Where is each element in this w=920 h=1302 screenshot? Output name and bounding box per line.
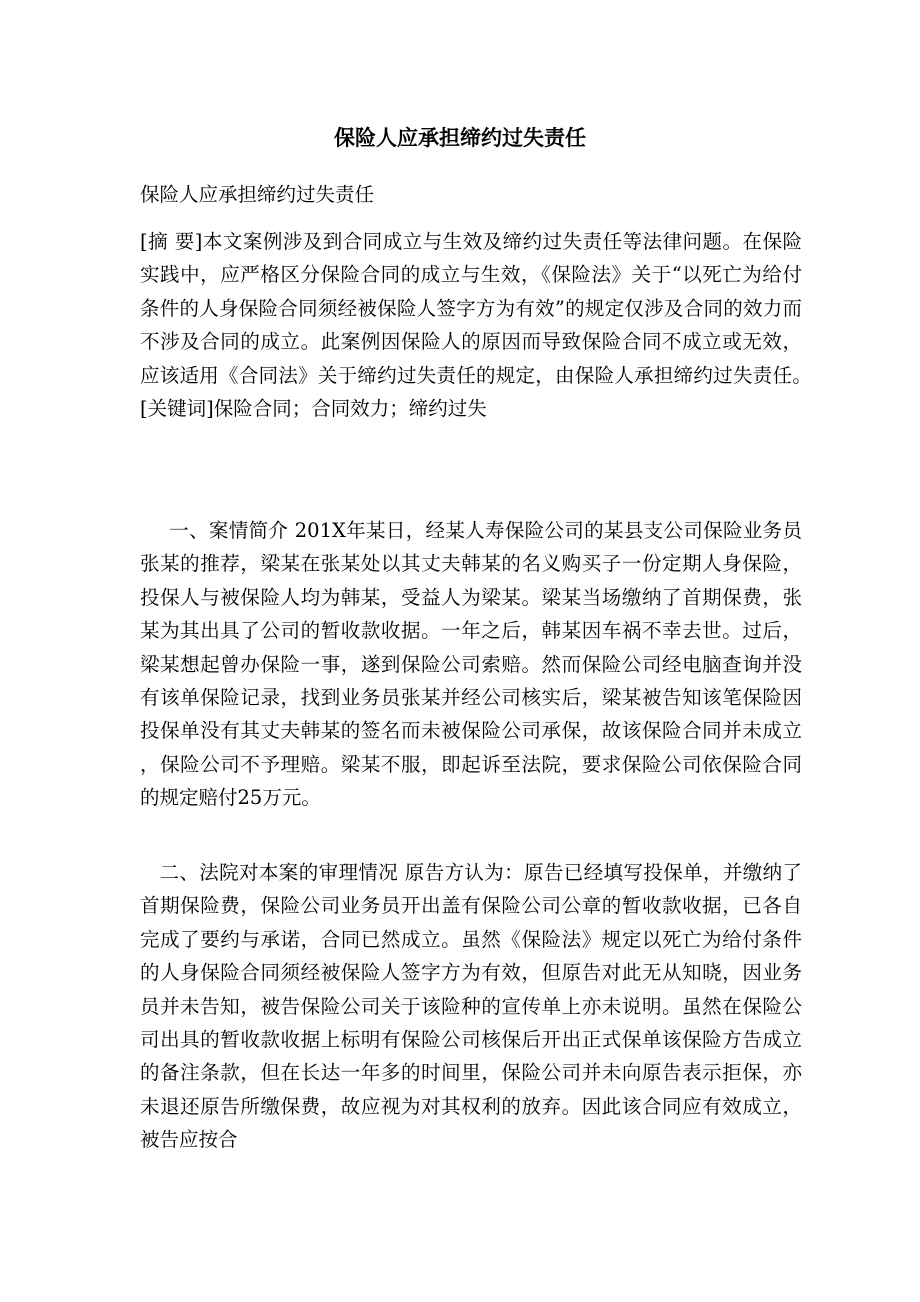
- case-summary-paragraph: 一、案情简介 201X年某日，经某人寿保险公司的某县支公司保险业务员张某的推荐，梁某在张某处以其丈夫韩某的名义购买子一份定期人身保险，投保人与被保险人均为韩某，受益人为梁某。梁某当场缴纳了首期保费，张某为其出具了公司的暂收款收据。一年之后，韩某因车祸不幸去世。过后，梁某想起曾办保险一事，遂到保险公司索赔。然而保险公司经电脑查询并没有该单保险记录，找到业务员张某并经公司核实后，梁某被告知该笔保险因投保单没有其丈夫韩某的签名而未被保险公司承保，故该保险合同并未成立，保险公司不予理赔。梁某不服，即起诉至法院，要求保险公司依保险合同的规定赔付25万元。: [140, 519, 802, 810]
- court-trial-paragraph: 二、法院对本案的审理情况 原告方认为：原告已经填写投保单，并缴纳了首期保险费，保险公司业务员开出盖有保险公司公章的暂收款收据，已各自完成了要约与承诺，合同已然成立。虽然《保险法》规定以死亡为给付条件的人身保险合同须经被保险人签字方为有效，但原告对此无从知晓，因业务员并未告知，被告保险公司关于该险种的宣传单上亦未说明。虽然在保险公司出具的暂收款收据上标明有保险公司核保后开出正式保单该保险方告成立的备注条款，但在长达一年多的时间里，保险公司并未向原告表示拒保，亦未退还原告所缴保费，故应视为对其权利的放弃。因此该合同应有效成立，被告应按合: [140, 861, 802, 1152]
- document-subtitle: 保险人应承担缔约过失责任: [140, 183, 375, 206]
- document-title: 保险人应承担缔约过失责任: [334, 125, 586, 150]
- abstract-paragraph: [摘 要]本文案例涉及到合同成立与生效及缔约过失责任等法律问题。在保险实践中，应严格区分保险合同的成立与生效，《保险法》关于“以死亡为给付条件的人身保险合同须经被保险人签字方为有效”的规定仅涉及合同的效力而不涉及合同的成立。此案例因保险人的原因而导致保险合同不成立或无效，应该适用《合同法》关于缔约过失责任的规定，由保险人承担缔约过失责任。 [关键词]保险合同；合同效力；缔约过失: [140, 230, 822, 421]
